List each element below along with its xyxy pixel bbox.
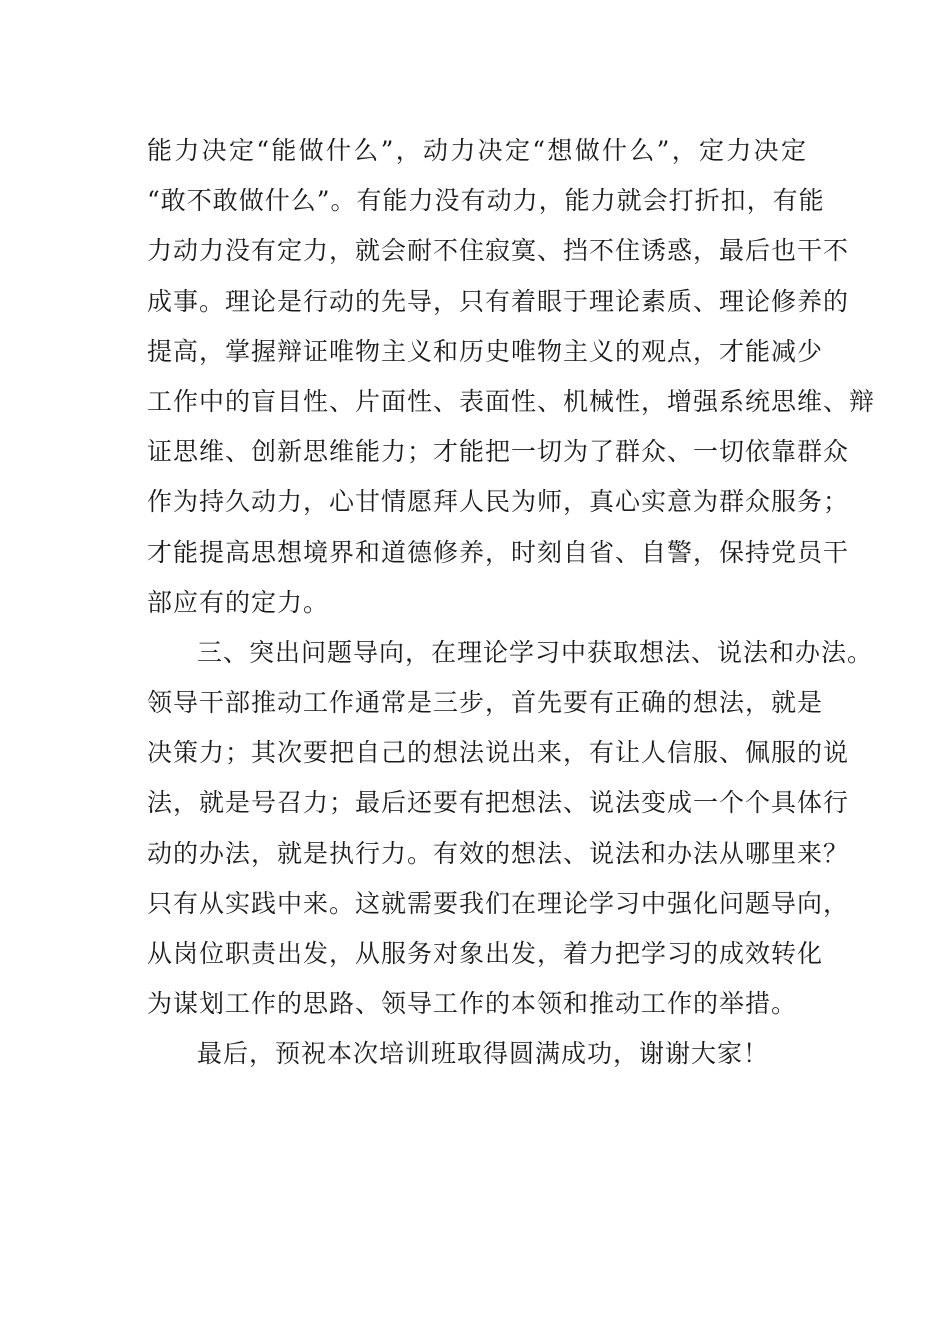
text-line: 工作中的盲目性、片面性、表面性、机械性，增强系统思维、辩 — [147, 386, 876, 416]
text-line: 力动力没有定力，就会耐不住寂寞、挡不住诱惑，最后也干不 — [147, 236, 850, 266]
text-line: 证思维、创新思维能力；才能把一切为了群众、一切依靠群众 — [147, 437, 850, 467]
text-line: 作为持久动力，心甘情愿拜人民为师，真心实意为群众服务； — [147, 487, 850, 517]
text-line: 成事。理论是行动的先导，只有着眼于理论素质、理论修养的 — [147, 286, 850, 316]
text-line: 决策力；其次要把自己的想法说出来，有让人信服、佩服的说 — [147, 738, 850, 768]
text-line: 为谋划工作的思路、领导工作的本领和推动工作的举措。 — [147, 989, 798, 1019]
text-line: 动的办法，就是执行力。有效的想法、说法和办法从哪里来？ — [147, 838, 850, 868]
text-line: 部应有的定力。 — [147, 587, 330, 617]
text-line: 才能提高思想境界和道德修养，时刻自省、自警，保持党员干 — [147, 537, 850, 567]
text-line: “敢不敢做什么”。有能力没有动力，能力就会打折扣，有能 — [147, 186, 825, 216]
text-line: 领导干部推动工作通常是三步，首先要有正确的想法，就是 — [147, 688, 824, 718]
text-line: 只有从实践中来。这就需要我们在理论学习中强化问题导向， — [147, 888, 850, 918]
text-line: 能力决定“能做什么”，动力决定“想做什么”，定力决定 — [147, 136, 807, 165]
text-line: 从岗位职责出发，从服务对象出发，着力把学习的成效转化 — [147, 939, 824, 968]
document-body — [147, 126, 876, 1080]
text-line: 法，就是号召力；最后还要有把想法、说法变成一个个具体行 — [147, 788, 850, 818]
section-heading-line: 三、突出问题导向，在理论学习中获取想法、说法和办法。 — [197, 637, 874, 667]
text-line: 提高，掌握辩证唯物主义和历史唯物主义的观点，才能减少 — [147, 336, 824, 366]
closing-line: 最后，预祝本次培训班取得圆满成功，谢谢大家！ — [197, 1039, 770, 1069]
